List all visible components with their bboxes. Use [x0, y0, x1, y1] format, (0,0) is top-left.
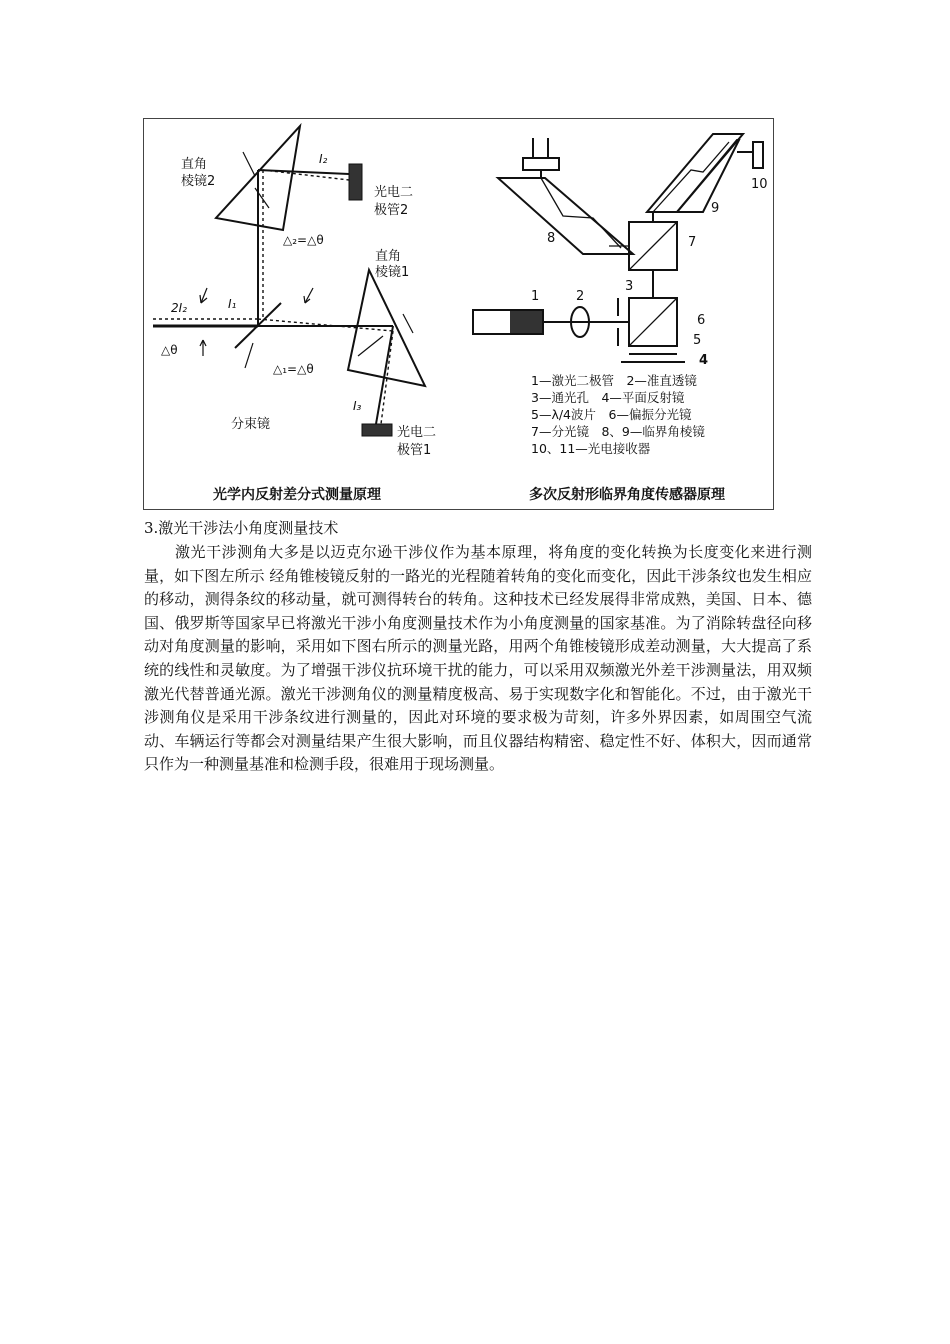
label-delta-theta: △θ	[161, 343, 178, 357]
num-7: 7	[688, 235, 697, 250]
photodiode-1	[362, 424, 392, 436]
legend-line-2: 3—通光孔 4—平面反射镜	[531, 390, 685, 405]
label-prism1-line1: 直角	[375, 249, 402, 264]
label-photodiode2-line2: 极管2	[374, 203, 409, 218]
num-3: 3	[625, 279, 634, 294]
label-I3: I₃	[353, 399, 362, 413]
legend-line-1: 1—激光二极管 2—准直透镜	[531, 373, 697, 388]
legend-line-4: 7—分光镜 8、9—临界角棱镜	[531, 424, 705, 439]
body-paragraph: 激光干涉测角大多是以迈克尔逊干涉仪作为基本原理，将角度的变化转换为长度变化来进行测量，如下图左所示 经角锥棱镜反射的一路光的光程随着转角的变化而变化，因此干涉条纹也发生相应的移动，测得条纹的移动量，就可测得转台的转角。这种技术已经发展得非常成熟，美国、日本、德国、俄罗斯等国家早已将激光干涉小角度测量技术作为小角度测量的国家基准。为了消除转盘径向移动对角度测量的影响，采用如下图右所示的测量光路，用两个角锥棱镜形成差动测量，大大提高了系统的线性和灵敏度。为了增强干涉仪抗环境干扰的能力，可以采用双频激光外差干涉测量法，用双频激光代替普通光源。激光干涉测角仪的测量精度极高、易于实现数字化和智能化。不过，由于激光干涉测角仪是采用干涉条纹进行测量的，因此对环境的要求极为苛刻，许多外界因素，如周围空气流动、车辆运行等都会对测量结果产生很大影响，而且仪器结构精密、稳定性不好、体积大，因而通常只作为一种测量基准和检测手段，很难用于现场测量。	[144, 543, 812, 774]
num-6: 6	[697, 313, 706, 328]
label-prism2-line2: 棱镜2	[181, 174, 216, 189]
label-prism1-line2: 棱镜1	[375, 265, 410, 280]
num-2: 2	[576, 289, 585, 304]
photodiode-2	[349, 164, 362, 200]
label-2I2: 2I₂	[171, 301, 187, 315]
label-photodiode1-line2: 极管1	[397, 443, 432, 458]
section-heading: 3.激光干涉法小角度测量技术	[144, 519, 339, 537]
label-I2: I₂	[319, 152, 328, 166]
num-5: 5	[693, 333, 702, 348]
legend-line-5: 10、11—光电接收器	[531, 441, 651, 456]
optical-principle-figure	[143, 118, 774, 510]
legend-line-3: 5—λ/4波片 6—偏振分光镜	[531, 407, 692, 422]
label-splitter: 分束镜	[231, 417, 271, 432]
num-8: 8	[547, 231, 556, 246]
num-4: 4	[699, 353, 709, 368]
num-9: 9	[711, 201, 720, 216]
num-1: 1	[531, 289, 540, 304]
label-photodiode2-line1: 光电二	[374, 185, 414, 200]
num-10: 10	[751, 177, 768, 192]
label-delta2: △₂=△θ	[283, 233, 324, 247]
right-diagram-title: 多次反射形临界角度传感器原理	[529, 487, 725, 503]
label-prism2-line1: 直角	[181, 157, 208, 172]
label-I1: I₁	[228, 297, 237, 311]
left-diagram-title: 光学内反射差分式测量原理	[213, 487, 381, 503]
label-delta1: △₁=△θ	[273, 362, 314, 376]
label-photodiode1-line1: 光电二	[397, 425, 437, 440]
